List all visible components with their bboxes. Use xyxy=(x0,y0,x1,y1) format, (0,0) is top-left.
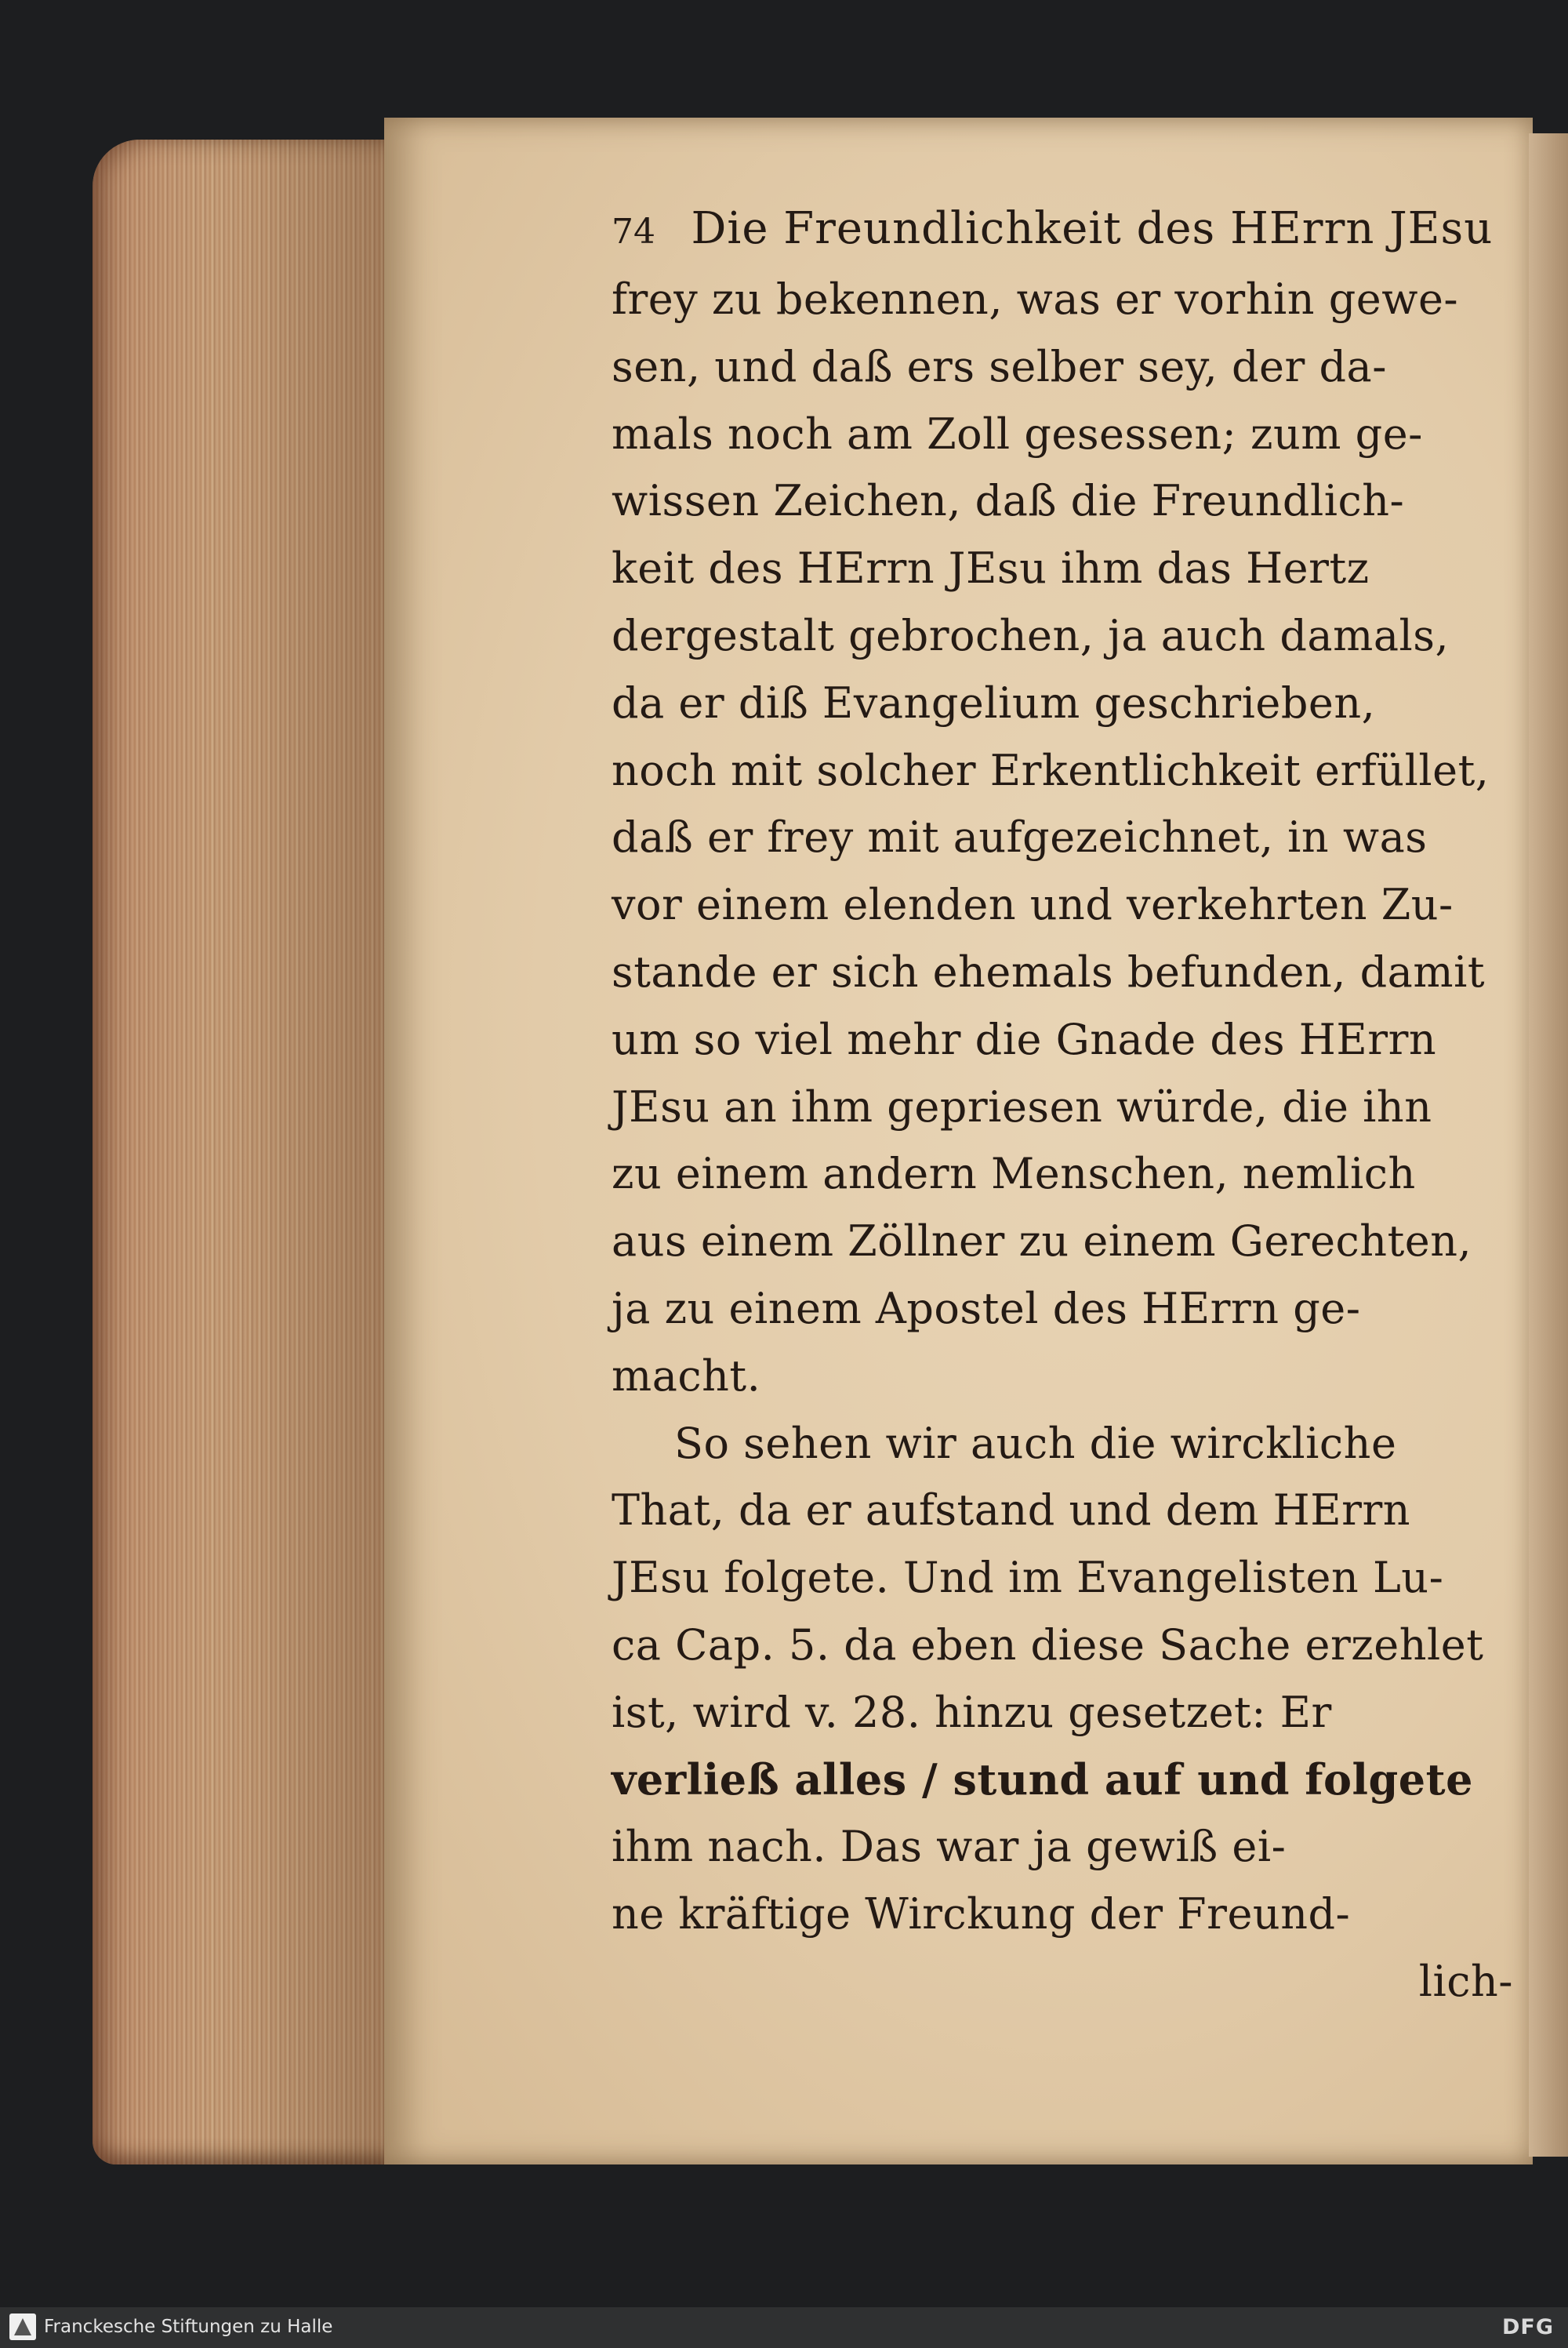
institution-label: Franckesche Stiftungen zu Halle xyxy=(44,2317,333,2337)
text-line: frey zu bekennen, was er vorhin gewe- xyxy=(612,274,1459,324)
text-line: ne kräftige Wirckung der Freund- xyxy=(612,1889,1351,1939)
page-number: 74 xyxy=(612,212,655,252)
text-line: um so viel mehr die Gnade des HErrn xyxy=(612,1014,1437,1064)
text-line: stande er sich ehemals befunden, damit xyxy=(612,947,1486,997)
text-line: That, da er aufstand und dem HErrn xyxy=(612,1485,1411,1536)
text-line: So sehen wir auch die wirckliche xyxy=(674,1418,1397,1468)
text-line: JEsu an ihm gepriesen würde, die ihn xyxy=(612,1081,1432,1132)
text-line: sen, und daß ers selber sey, der da- xyxy=(612,341,1387,391)
text-line: daß er frey mit aufgezeichnet, in was xyxy=(612,812,1428,863)
page-header xyxy=(612,192,1513,266)
text-line: ist, wird v. 28. hinzu gesetzet: Er xyxy=(612,1687,1332,1737)
text-line: dergestalt gebrochen, ja auch damals, xyxy=(612,610,1450,660)
text-line: macht. xyxy=(612,1350,761,1401)
text-line: verließ alles / stund auf und folgete xyxy=(612,1754,1473,1805)
page-edges xyxy=(93,140,394,2164)
text-line: ihm nach. Das war ja gewiß ei- xyxy=(612,1822,1287,1872)
dfg-logo: DFG xyxy=(1501,2315,1554,2339)
text-line: noch mit solcher Erkentlichkeit erfüllet, xyxy=(612,745,1490,795)
institution-logo-icon xyxy=(9,2313,36,2340)
text-line: mals noch am Zoll gesessen; zum ge- xyxy=(612,409,1423,459)
text-line: keit des HErrn JEsu ihm das Hertz xyxy=(612,543,1370,594)
text-line: JEsu folgete. Und im Evangelisten Lu- xyxy=(612,1553,1444,1603)
viewer-footer xyxy=(0,2307,1568,2348)
catchword: lich- xyxy=(1418,1956,1513,2006)
text-line: vor einem elenden und verkehrten Zu- xyxy=(612,880,1454,930)
page-text xyxy=(612,192,1513,2015)
text-lines xyxy=(612,266,1513,2015)
text-line: aus einem Zöllner zu einem Gerechten, xyxy=(612,1216,1472,1267)
text-line: da er diß Evangelium geschrieben, xyxy=(612,678,1376,728)
running-head: Die Freundlichkeit des HErrn JEsu xyxy=(691,203,1494,254)
text-line: zu einem andern Menschen, nemlich xyxy=(612,1149,1416,1199)
page-gutter-edge xyxy=(1529,133,1568,2157)
text-line: wissen Zeichen, daß die Freundlich- xyxy=(612,476,1405,526)
text-line: ja zu einem Apostel des HErrn ge- xyxy=(612,1283,1361,1333)
text-line: ca Cap. 5. da eben diese Sache erzehlet xyxy=(612,1619,1484,1670)
